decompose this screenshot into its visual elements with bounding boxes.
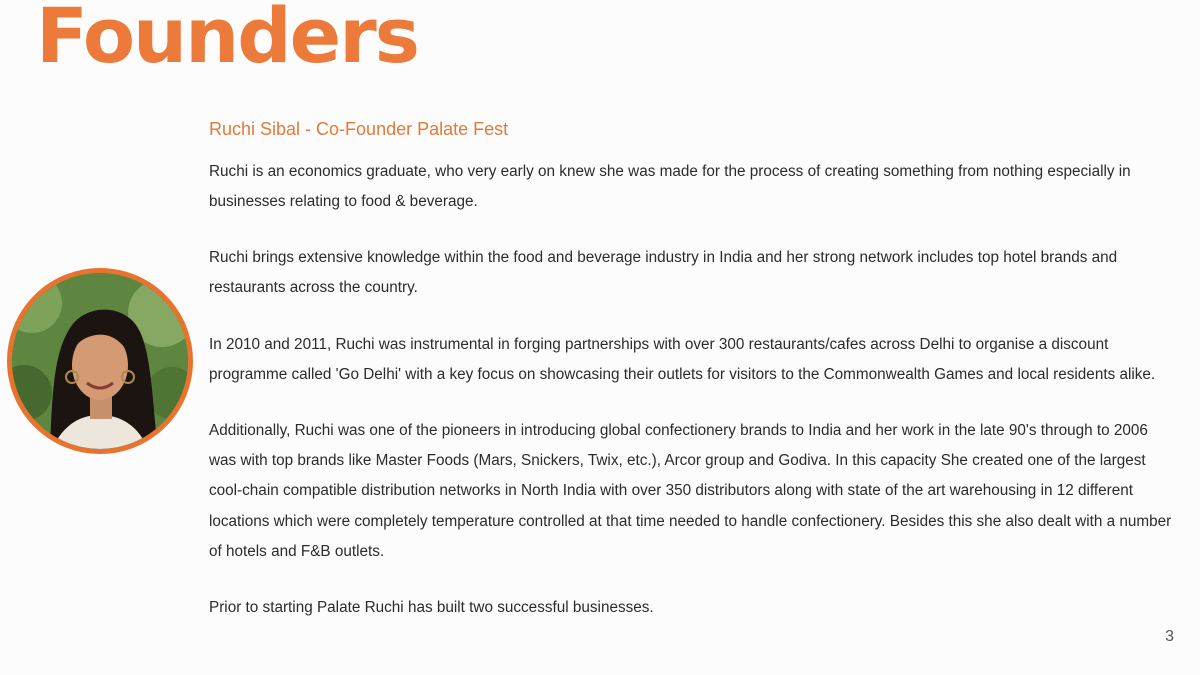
founder-heading: Ruchi Sibal - Co-Founder Palate Fest	[209, 119, 509, 139]
founder-bio	[209, 115, 1179, 649]
page-number: 3	[1165, 628, 1174, 645]
bio-paragraph: Ruchi brings extensive knowledge within the food and beverage industry in India and her strong network includes top hotel brands and restaurants across the country.	[209, 249, 1118, 297]
bio-paragraph: In 2010 and 2011, Ruchi was instrumental in forging partnerships with over 300 restaurants/cafes across Delhi to organise a discount programme called 'Go Delhi' with a key focus on showcasing their outlets for visitors to the Commonwealth Games and local residents alike.	[209, 335, 1156, 383]
bio-paragraph: Prior to starting Palate Ruchi has built two successful businesses.	[209, 599, 654, 617]
bio-paragraph: Ruchi is an economics graduate, who very early on knew she was made for the process of creating something from nothing especially in businesses relating to food & beverage.	[209, 162, 1131, 210]
founder-photo	[7, 268, 193, 454]
slide-title: Founders	[36, 0, 418, 80]
portrait-image	[12, 273, 188, 449]
bio-paragraph: Additionally, Ruchi was one of the pioneers in introducing global confectionery brands to India and her work in the late 90's through to 2006 was with top brands like Master Foods (Mars, Snickers, Twix, etc.), Arcor group and Godiva. In this capacity She created one of the largest cool-chain compatible distribution networks in North India with over 350 distributors along with state of the art warehousing in 12 different locations which were completely temperature controlled at that time needed to handle confectionery. Besides this she also dealt with a number of hotels and F&B outlets.	[209, 422, 1172, 560]
